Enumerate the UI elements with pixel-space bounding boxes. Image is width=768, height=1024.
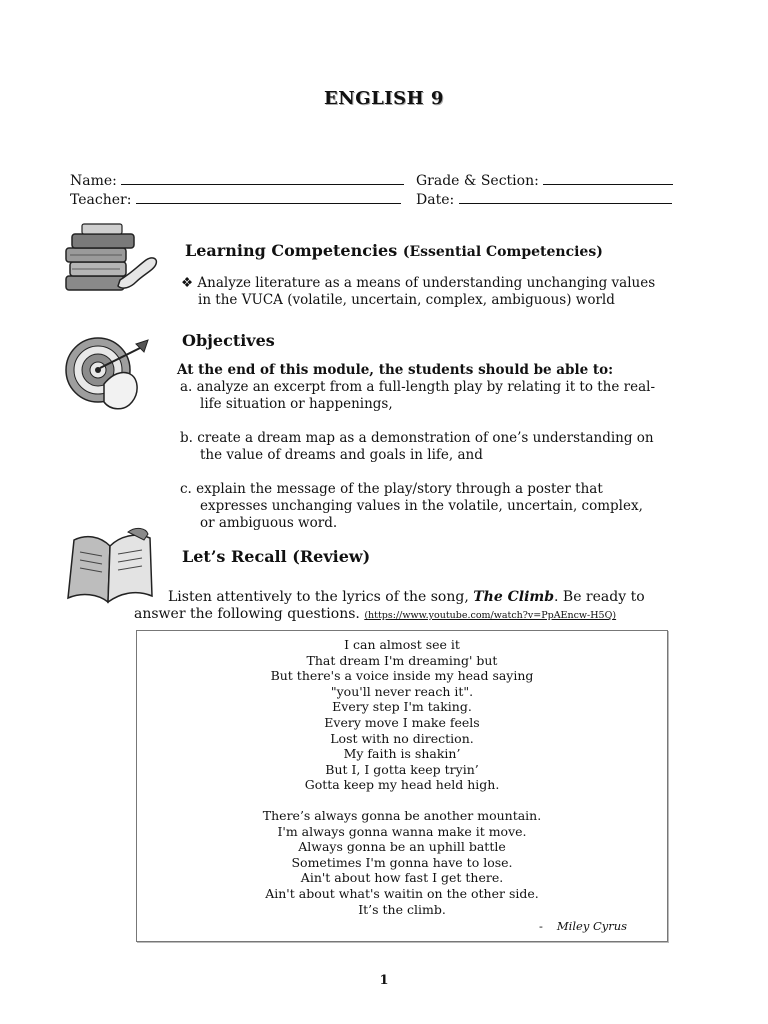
objective-c-line-3: or ambiguous word. bbox=[200, 515, 338, 531]
recall-heading bbox=[182, 547, 370, 566]
competencies-heading-paren: (Essential Competencies) bbox=[402, 244, 603, 260]
objective-a bbox=[180, 379, 655, 413]
lyric-line: Gotta keep my head held high. bbox=[304, 777, 500, 793]
song-video-link[interactable]: https://www.youtube.com/watch?v=PpAEncw-H5Q bbox=[368, 610, 613, 621]
lyric-line: Every move I make feels bbox=[324, 714, 480, 730]
grade-section-label: Grade & Section: bbox=[416, 173, 539, 189]
objective-c bbox=[180, 481, 643, 532]
recall-instruction-text-2: . Be ready to bbox=[554, 589, 645, 605]
competency-line-2: in the VUCA (volatile, uncertain, complex, ambiguous) world bbox=[198, 292, 615, 308]
lyric-line: Sometimes I'm gonna have to lose. bbox=[291, 854, 513, 870]
target-dart-icon bbox=[60, 334, 152, 418]
recall-instruction-line-2-text: answer the following questions. bbox=[134, 606, 360, 622]
objective-c-line-1: c. explain the message of the play/story through a poster that bbox=[180, 481, 603, 497]
recall-heading-paren: (Review) bbox=[292, 547, 371, 566]
name-field bbox=[70, 172, 404, 189]
author-name: Miley Cyrus bbox=[556, 919, 628, 933]
grade-section-input-line[interactable] bbox=[543, 172, 673, 185]
teacher-input-line[interactable] bbox=[136, 191, 401, 204]
competency-line-1: Analyze literature as a means of understanding unchanging values bbox=[197, 275, 656, 291]
competencies-heading-text: Learning Competencies bbox=[185, 241, 398, 260]
lyric-line: "you'll never reach it". bbox=[330, 683, 474, 699]
song-title: The Climb bbox=[473, 589, 554, 605]
date-label: Date: bbox=[416, 192, 455, 208]
recall-instruction-text: Listen attentively to the lyrics of the song, bbox=[168, 589, 469, 605]
recall-instruction-line-2 bbox=[134, 606, 616, 624]
books-icon bbox=[60, 222, 160, 296]
lyric-line: My faith is shakin’ bbox=[343, 746, 461, 762]
page-title: ENGLISH 9 bbox=[324, 88, 444, 109]
lyric-line: Always gonna be an uphill battle bbox=[298, 839, 506, 855]
open-book-icon bbox=[62, 526, 158, 606]
teacher-label: Teacher: bbox=[70, 192, 132, 208]
objective-b-line-1: b. create a dream map as a demonstration of one’s understanding on bbox=[180, 430, 654, 446]
lyrics-stanza-2 bbox=[137, 808, 667, 917]
objective-b bbox=[180, 430, 654, 464]
song-author bbox=[539, 919, 627, 933]
objective-a-line-2: life situation or happenings, bbox=[200, 396, 393, 412]
lyric-line: It’s the climb. bbox=[358, 901, 446, 917]
lyric-line: That dream I'm dreaming' but bbox=[306, 652, 498, 668]
lyric-line: Ain't about how fast I get there. bbox=[300, 870, 504, 886]
name-input-line[interactable] bbox=[121, 172, 404, 185]
teacher-field bbox=[70, 191, 401, 208]
url-close-paren: ) bbox=[612, 610, 617, 621]
diamond-bullet-icon: ❖ bbox=[181, 275, 194, 291]
lyric-line: I can almost see it bbox=[344, 637, 460, 652]
date-input-line[interactable] bbox=[459, 191, 672, 204]
url-open-paren: ( bbox=[364, 610, 369, 621]
page-number: 1 bbox=[379, 973, 389, 988]
objective-c-line-2: expresses unchanging values in the volatile, uncertain, complex, bbox=[200, 498, 643, 514]
recall-instruction-line-1 bbox=[168, 589, 645, 606]
date-field bbox=[416, 191, 672, 208]
lyrics-text bbox=[137, 637, 667, 917]
lyric-line: Lost with no direction. bbox=[330, 730, 474, 746]
lyric-line: But there's a voice inside my head saying bbox=[270, 668, 534, 684]
name-label: Name: bbox=[70, 173, 117, 189]
lyrics-box bbox=[136, 630, 668, 942]
lyrics-stanza-1 bbox=[137, 637, 667, 793]
lyric-line: I'm always gonna wanna make it move. bbox=[277, 823, 527, 839]
lyric-line: Every step I'm taking. bbox=[332, 699, 472, 715]
objectives-heading: Objectives bbox=[182, 331, 275, 350]
competency-bullet-item bbox=[181, 275, 655, 292]
objective-a-line-1: a. analyze an excerpt from a full-length play by relating it to the real- bbox=[180, 379, 656, 395]
objective-b-line-2: the value of dreams and goals in life, and bbox=[200, 447, 483, 463]
author-dash: - bbox=[539, 919, 543, 933]
recall-heading-text: Let’s Recall bbox=[182, 547, 287, 566]
objectives-intro: At the end of this module, the students should be able to: bbox=[177, 362, 614, 378]
lyric-line: Ain't about what's waitin on the other side. bbox=[265, 885, 539, 901]
lyric-line: But I, I gotta keep tryin’ bbox=[325, 761, 479, 777]
grade-section-field bbox=[416, 172, 673, 189]
competencies-heading bbox=[185, 241, 603, 260]
lyric-line: There’s always gonna be another mountain. bbox=[262, 807, 542, 823]
